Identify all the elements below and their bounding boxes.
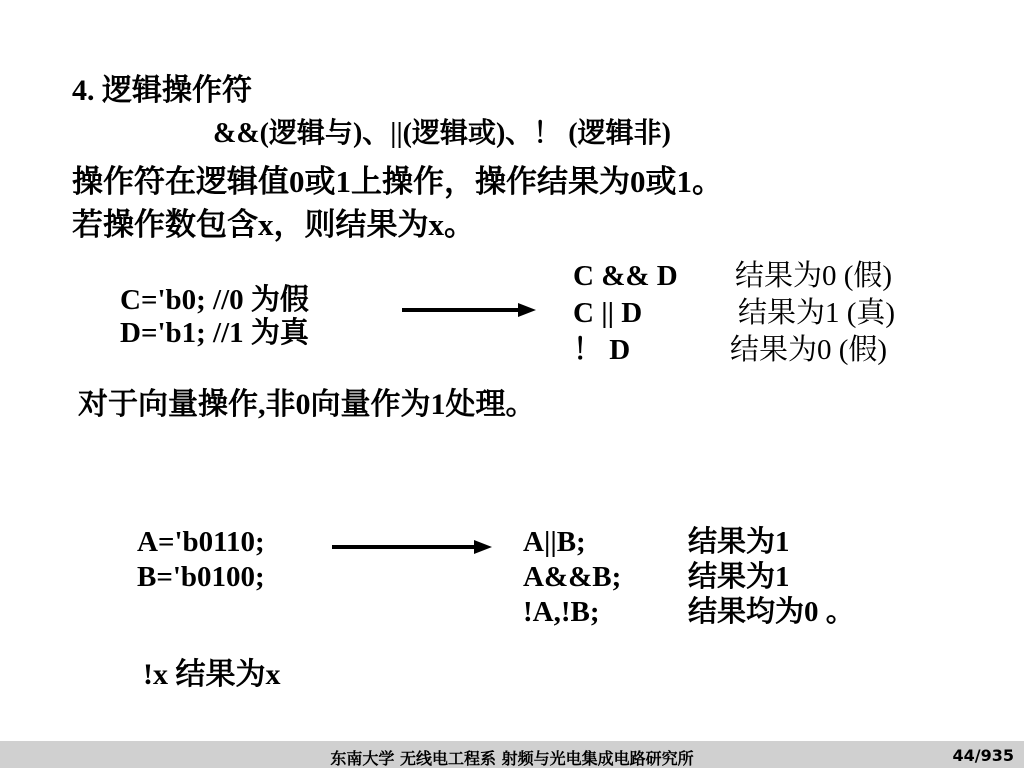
example1-expr-or: C || D xyxy=(573,297,643,329)
example2-assign-a: A='b0110; xyxy=(137,526,265,558)
example1-arrow-icon xyxy=(402,300,540,320)
example2-expr-not: !A,!B; xyxy=(523,596,600,628)
operators-line: &&(逻辑与)、||(逻辑或)、！ (逻辑非) xyxy=(213,118,671,149)
example2-result-and: 结果为1 xyxy=(688,561,790,593)
example2-arrow-icon xyxy=(332,537,497,557)
example1-result-or: 结果为1 (真) xyxy=(738,297,896,329)
example2-expr-or: A||B; xyxy=(523,526,586,558)
example1-expr-not: ！ D xyxy=(573,334,631,366)
slide-heading: 4. 逻辑操作符 xyxy=(72,74,252,107)
example2-assign-b: B='b0100; xyxy=(137,561,265,593)
description-line-1: 操作符在逻辑值0或1上操作，操作结果为0或1。 xyxy=(72,164,723,199)
footer-title: 东南大学 无线电工程系 射频与光电集成电路研究所 xyxy=(330,749,694,768)
page-number: 44/935 xyxy=(952,746,1014,765)
vector-note: 对于向量操作,非0向量作为1处理。 xyxy=(78,388,536,421)
example1-assign-d: D='b1; //1 为真 xyxy=(120,317,309,349)
example1-result-not: 结果为0 (假) xyxy=(730,334,888,366)
example1-result-and: 结果为0 (假) xyxy=(735,260,893,292)
example1-assign-c: C='b0; //0 为假 xyxy=(120,284,309,316)
example2-expr-and: A&&B; xyxy=(523,561,622,593)
not-x-line: !x 结果为x xyxy=(143,658,281,691)
description-line-2: 若操作数包含x，则结果为x。 xyxy=(72,207,475,242)
footer-bar xyxy=(0,741,1024,768)
example1-expr-and: C && D xyxy=(573,260,678,292)
example2-result-not: 结果均为0 。 xyxy=(688,596,855,628)
example2-result-or: 结果为1 xyxy=(688,526,790,558)
